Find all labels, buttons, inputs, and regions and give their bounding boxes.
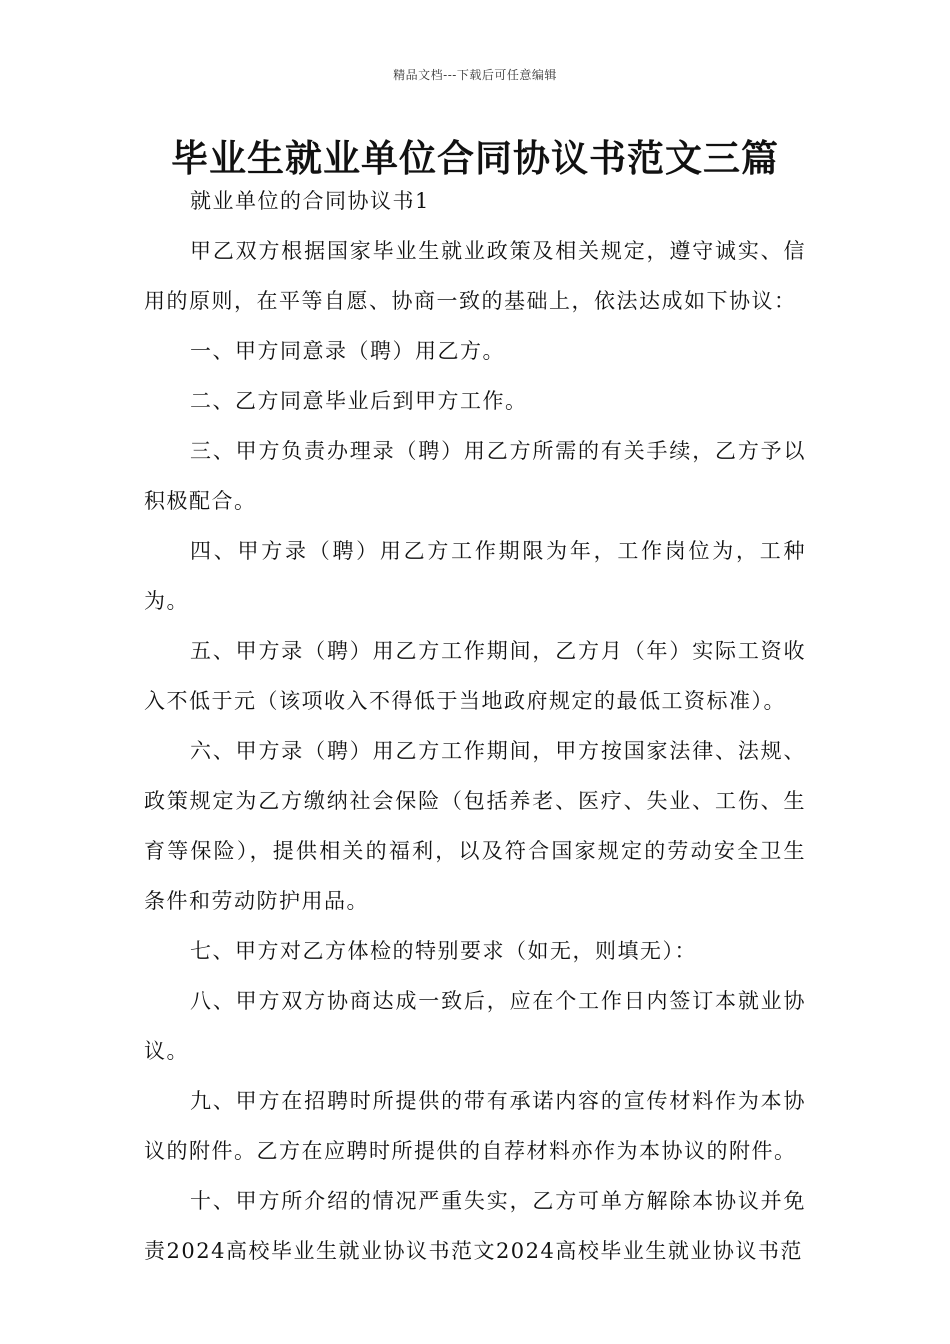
clause-4: 四、甲方录（聘）用乙方工作期限为年，工作岗位为，工种为。 (144, 539, 806, 613)
clause-3: 三、甲方负责办理录（聘）用乙方所需的有关手续，乙方予以积极配合。 (144, 439, 806, 513)
clause-9: 九、甲方在招聘时所提供的带有承诺内容的宣传材料作为本协议的附件。乙方在应聘时所提供的自荐材料亦作为本协议的附件。 (144, 1089, 806, 1163)
clause-6: 六、甲方录（聘）用乙方工作期间，甲方按国家法律、法规、政策规定为乙方缴纳社会保险（包括养老、医疗、失业、工伤、生育等保险），提供相关的福利，以及符合国家规定的劳动安全卫生条件和劳动防护用品。 (144, 739, 806, 913)
clause-2: 二、乙方同意毕业后到甲方工作。 (190, 389, 528, 413)
header-note: 精品文档---下载后可任意编辑 (393, 68, 557, 82)
document-body (144, 176, 806, 1276)
paragraph-intro: 甲乙双方根据国家毕业生就业政策及相关规定，遵守诚实、信用的原则，在平等自愿、协商一致的基础上，依法达成如下协议： (144, 239, 806, 313)
clause-10: 十、甲方所介绍的情况严重失实，乙方可单方解除本协议并免责2024高校毕业生就业协议书范文2024高校毕业生就业协议书范 (144, 1189, 806, 1263)
clause-1: 一、甲方同意录（聘）用乙方。 (190, 339, 505, 363)
clause-8: 八、甲方双方协商达成一致后，应在个工作日内签订本就业协议。 (144, 989, 806, 1063)
clause-7: 七、甲方对乙方体检的特别要求（如无，则填无）： (190, 939, 697, 963)
document-title: 毕业生就业单位合同协议书范文三篇 (171, 137, 779, 180)
section-heading: 就业单位的合同协议书1 (190, 189, 430, 213)
clause-5: 五、甲方录（聘）用乙方工作期间，乙方月（年）实际工资收入不低于元（该项收入不得低于当地政府规定的最低工资标准）。 (144, 639, 806, 713)
